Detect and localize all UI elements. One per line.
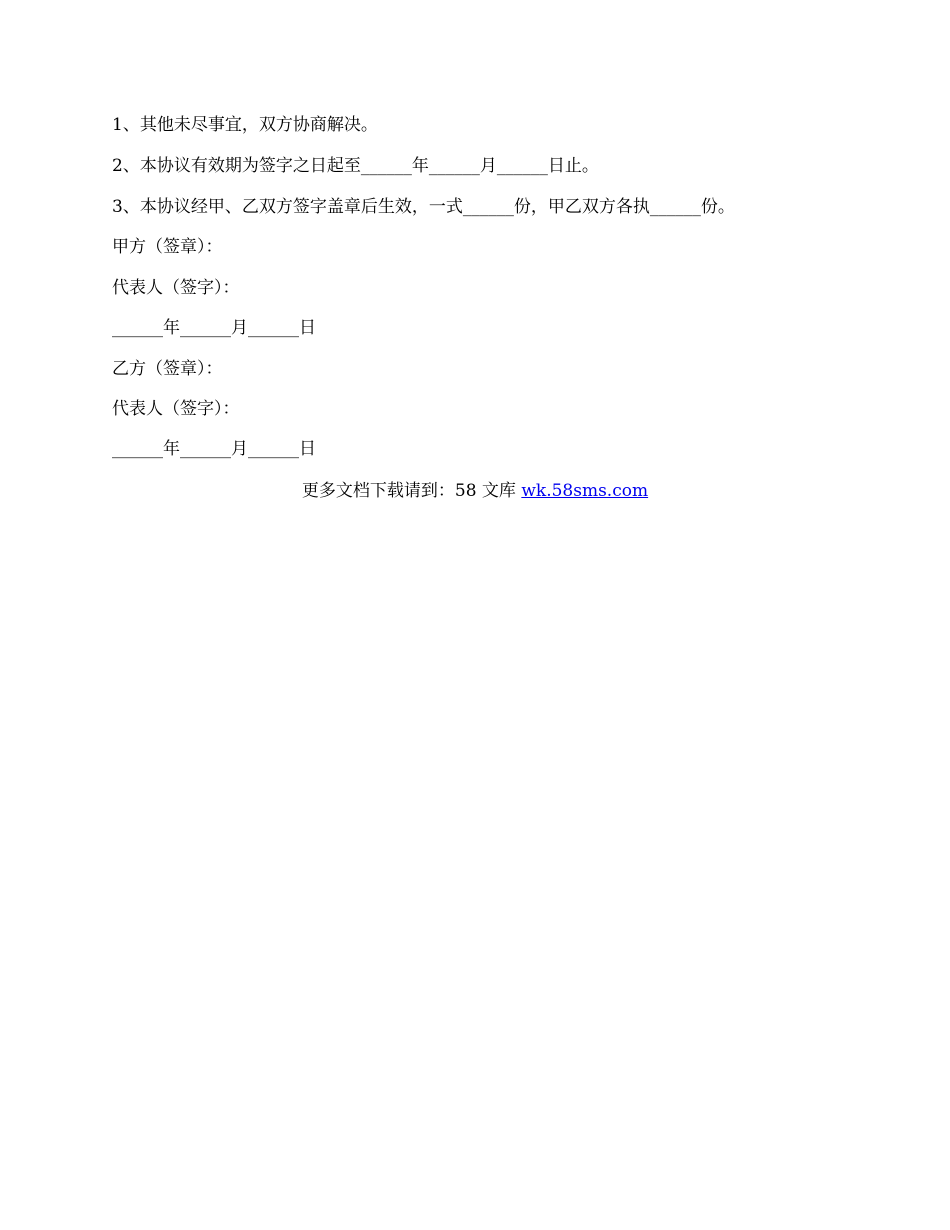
party-a-date: ______年______月______日: [112, 318, 316, 338]
party-a-representative-label: 代表人（签字）：: [112, 278, 240, 298]
footer-link[interactable]: wk.58sms.com: [521, 481, 649, 501]
clause-2: 2、本协议有效期为签字之日起至______年______月______日止。: [112, 156, 599, 176]
party-b-representative-label: 代表人（签字）：: [112, 399, 240, 419]
party-b-date: ______年______月______日: [112, 439, 316, 459]
clause-1: 1、其他未尽事宜，双方协商解决。: [112, 115, 378, 135]
footer-promo: [0, 480, 950, 502]
clause-3: 3、本协议经甲、乙双方签字盖章后生效，一式______份，甲乙双方各执______份。: [112, 197, 735, 217]
party-a-signature-label: 甲方（签章）：: [112, 237, 223, 257]
footer-text: 更多文档下载请到：58 文库: [301, 481, 522, 501]
party-b-signature-label: 乙方（签章）：: [112, 359, 223, 379]
